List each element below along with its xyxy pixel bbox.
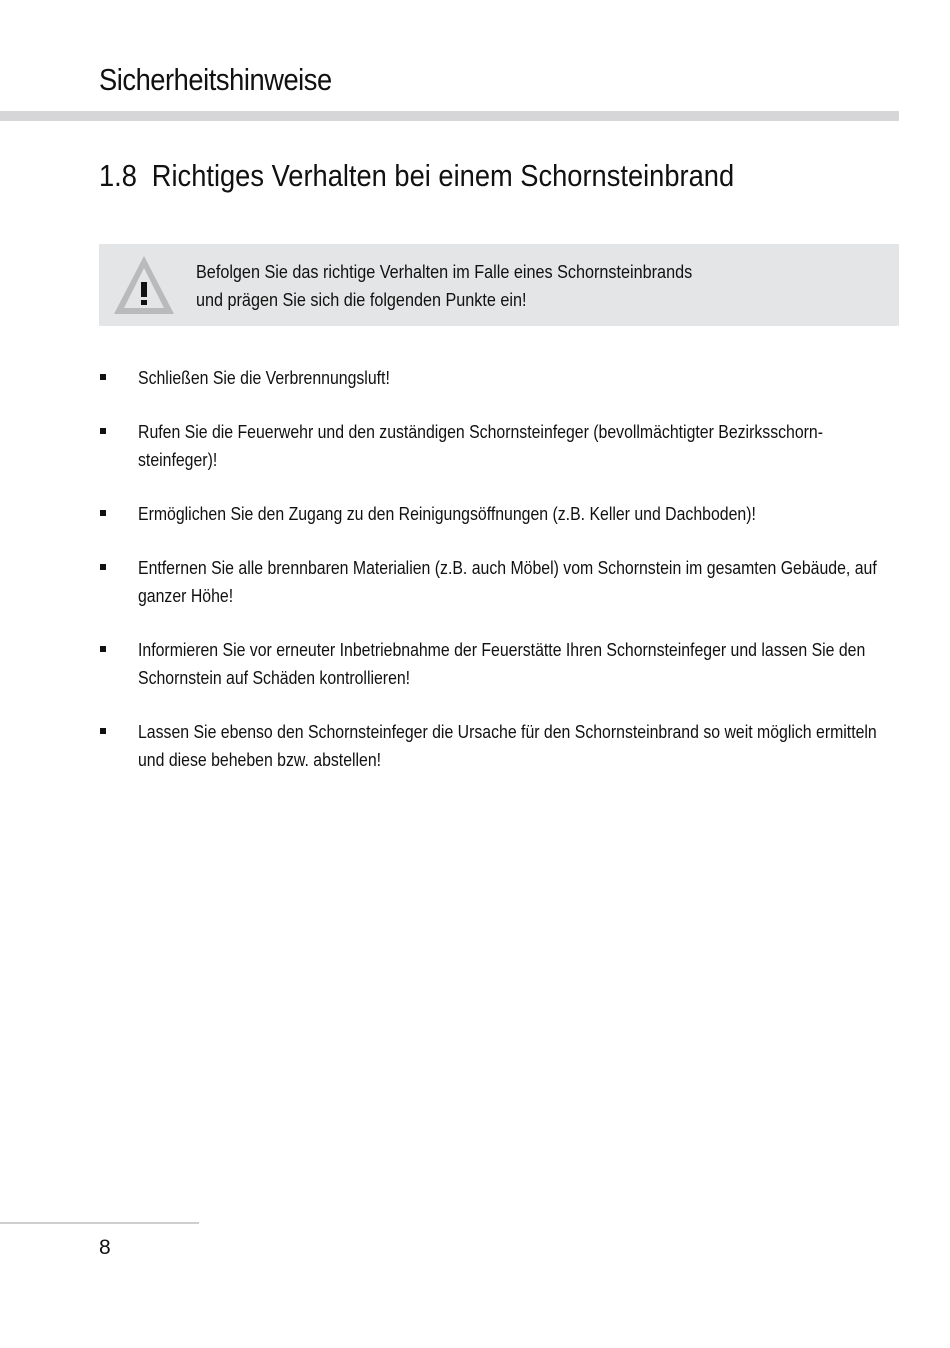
bullet-square-icon xyxy=(100,428,106,434)
list-item xyxy=(99,636,899,692)
warning-triangle-icon xyxy=(112,254,176,316)
page-number: 8 xyxy=(99,1236,111,1259)
bullet-square-icon xyxy=(100,374,106,380)
warning-line-1: Befolgen Sie das richtige Verhalten im Falle eines Schornsteinbrands xyxy=(196,262,693,282)
list-item-text: Ermöglichen Sie den Zugang zu den Reinigungsöffnungen (z.B. Keller und Dachboden)! xyxy=(138,504,756,524)
list-item-text: Lassen Sie ebenso den Schornsteinfeger die Ursache für den Schornsteinbrand so weit möglich ermitteln und diese beheben bzw. abstellen! xyxy=(138,722,877,770)
list-item xyxy=(99,418,899,474)
section-heading xyxy=(99,158,734,194)
bullet-square-icon xyxy=(100,510,106,516)
instruction-list xyxy=(99,364,899,800)
section-title: Richtiges Verhalten bei einem Schornsteinbrand xyxy=(151,158,735,193)
section-number: 1.8 xyxy=(99,158,137,193)
list-item xyxy=(99,500,899,528)
header-divider xyxy=(0,111,899,121)
bullet-square-icon xyxy=(100,646,106,652)
list-item xyxy=(99,364,899,392)
warning-line-2: und prägen Sie sich die folgenden Punkte ein! xyxy=(196,290,527,310)
warning-box xyxy=(99,244,899,326)
list-item-text: Informieren Sie vor erneuter Inbetriebnahme der Feuerstätte Ihren Schornsteinfeger und lassen Sie den Schornstein auf Schäden kontrollieren! xyxy=(138,640,866,688)
list-item xyxy=(99,554,899,610)
footer-divider xyxy=(0,1222,199,1224)
list-item xyxy=(99,718,899,774)
warning-message xyxy=(196,258,692,314)
page-header-title: Sicherheitshinweise xyxy=(99,62,332,97)
bullet-square-icon xyxy=(100,728,106,734)
list-item-text: Schließen Sie die Verbrennungsluft! xyxy=(138,368,390,388)
list-item-text: Rufen Sie die Feuerwehr und den zuständigen Schornsteinfeger (bevollmächtigter Bezirksschorn-steinfeger)! xyxy=(138,422,824,470)
bullet-square-icon xyxy=(100,564,106,570)
list-item-text: Entfernen Sie alle brennbaren Materialien (z.B. auch Möbel) vom Schornstein im gesamten Gebäude, auf ganzer Höhe! xyxy=(138,558,877,606)
